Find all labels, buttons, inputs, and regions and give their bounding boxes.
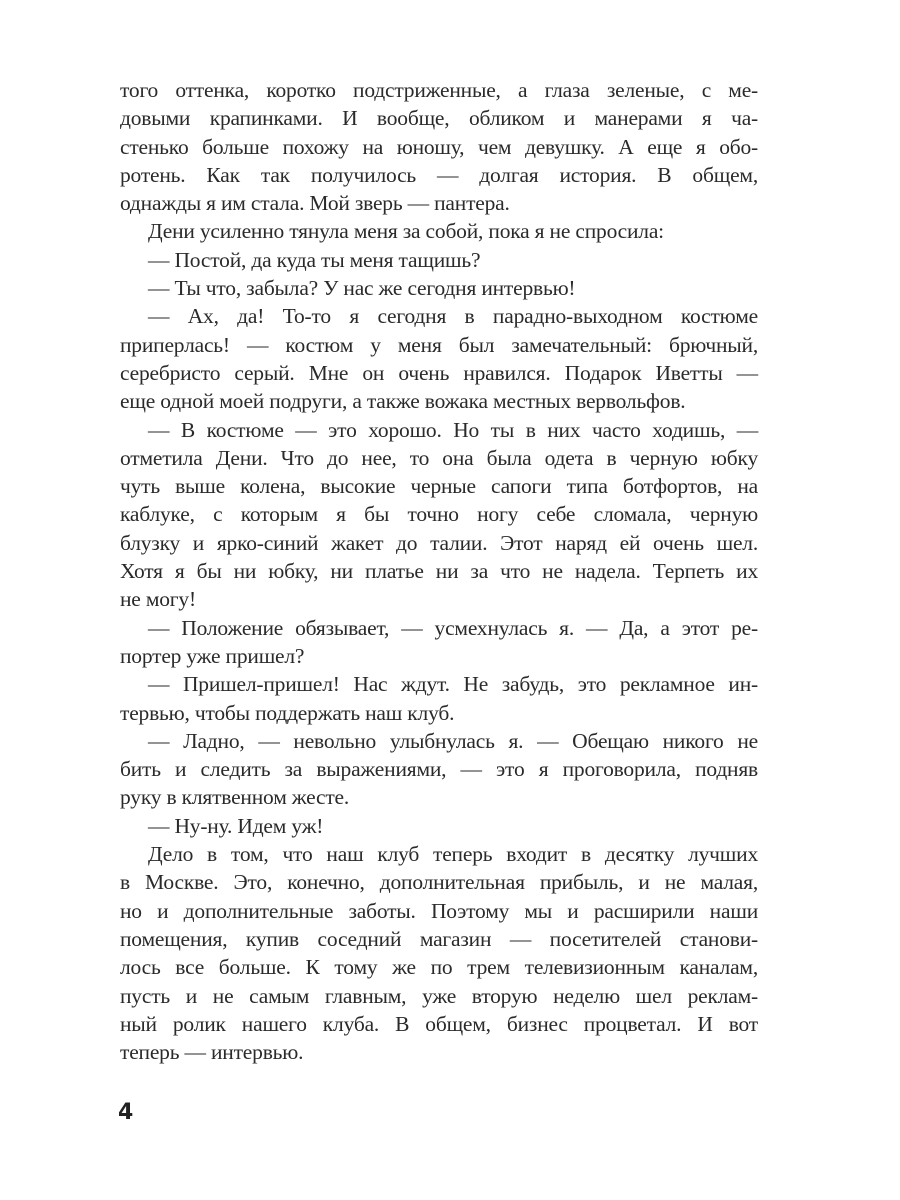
- text-line: довыми крапинками. И вообще, обликом и манерами я ча-: [120, 106, 758, 131]
- text-line: Дени усиленно тянула меня за собой, пока я не спросила:: [148, 219, 664, 244]
- text-line: блузку и ярко-синий жакет до талии. Этот наряд ей очень шел.: [120, 530, 758, 555]
- text-line: — Ах, да! То-то я сегодня в парадно-выходном костюме: [148, 304, 758, 329]
- text-line: приперлась! — костюм у меня был замечательный: брючный,: [120, 332, 758, 357]
- text-line: — Пришел-пришел! Нас ждут. Не забудь, это рекламное ин-: [148, 672, 758, 697]
- text-line: — Ты что, забыла? У нас же сегодня интервью!: [148, 276, 576, 301]
- text-line: руку в клятвенном жесте.: [120, 785, 350, 810]
- text-line: в Москве. Это, конечно, дополнительная прибыль, и не малая,: [120, 870, 758, 895]
- text-line: портер уже пришел?: [120, 643, 305, 668]
- text-line: однажды я им стала. Мой зверь — пантера.: [120, 191, 510, 216]
- text-line: тервью, чтобы поддержать наш клуб.: [120, 700, 455, 725]
- text-line: пусть и не самым главным, уже вторую неделю шел реклам-: [120, 983, 758, 1008]
- text-line: ный ролик нашего клуба. В общем, бизнес процветал. И вот: [120, 1011, 758, 1036]
- text-line: того оттенка, коротко подстриженные, а глаза зеленые, с ме-: [120, 78, 758, 102]
- text-line: каблуке, с которым я бы точно ногу себе сломала, черную: [120, 502, 758, 527]
- text-line: ротень. Как так получилось — долгая история. В общем,: [120, 162, 758, 187]
- text-line: еще одной моей подруги, а также вожака местных вервольфов.: [120, 389, 686, 414]
- text-line: лось все больше. К тому же по трем телевизионным каналам,: [120, 955, 758, 980]
- text-line: не могу!: [120, 587, 196, 612]
- book-page-text: [120, 76, 758, 1066]
- text-line: серебристо серый. Мне он очень нравился. Подарок Иветты —: [120, 360, 758, 385]
- text-line: бить и следить за выражениями, — это я проговорила, подняв: [120, 757, 758, 782]
- text-line: — Положение обязывает, — усмехнулась я. — Да, а этот ре-: [148, 615, 758, 640]
- text-line: помещения, купив соседний магазин — посетителей станови-: [120, 926, 758, 951]
- text-line: Дело в том, что наш клуб теперь входит в десятку лучших: [148, 842, 758, 867]
- text-line: — Постой, да куда ты меня тащишь?: [148, 247, 481, 272]
- text-line: стенько больше похожу на юношу, чем девушку. А еще я обо-: [120, 134, 758, 159]
- text-line: но и дополнительные заботы. Поэтому мы и расширили наши: [120, 898, 758, 923]
- text-line: — В костюме — это хорошо. Но ты в них часто ходишь, —: [148, 417, 758, 442]
- text-line: чуть выше колена, высокие черные сапоги типа ботфортов, на: [120, 474, 758, 499]
- text-line: Хотя я бы ни юбку, ни платье ни за что не надела. Терпеть их: [120, 559, 758, 584]
- page-number: 4: [118, 1100, 134, 1125]
- text-line: отметила Дени. Что до нее, то она была одета в черную юбку: [120, 445, 758, 470]
- text-line: — Ладно, — невольно улыбнулась я. — Обещаю никого не: [148, 728, 758, 753]
- text-line: теперь — интервью.: [120, 1040, 304, 1065]
- text-line: — Ну-ну. Идем уж!: [148, 813, 324, 838]
